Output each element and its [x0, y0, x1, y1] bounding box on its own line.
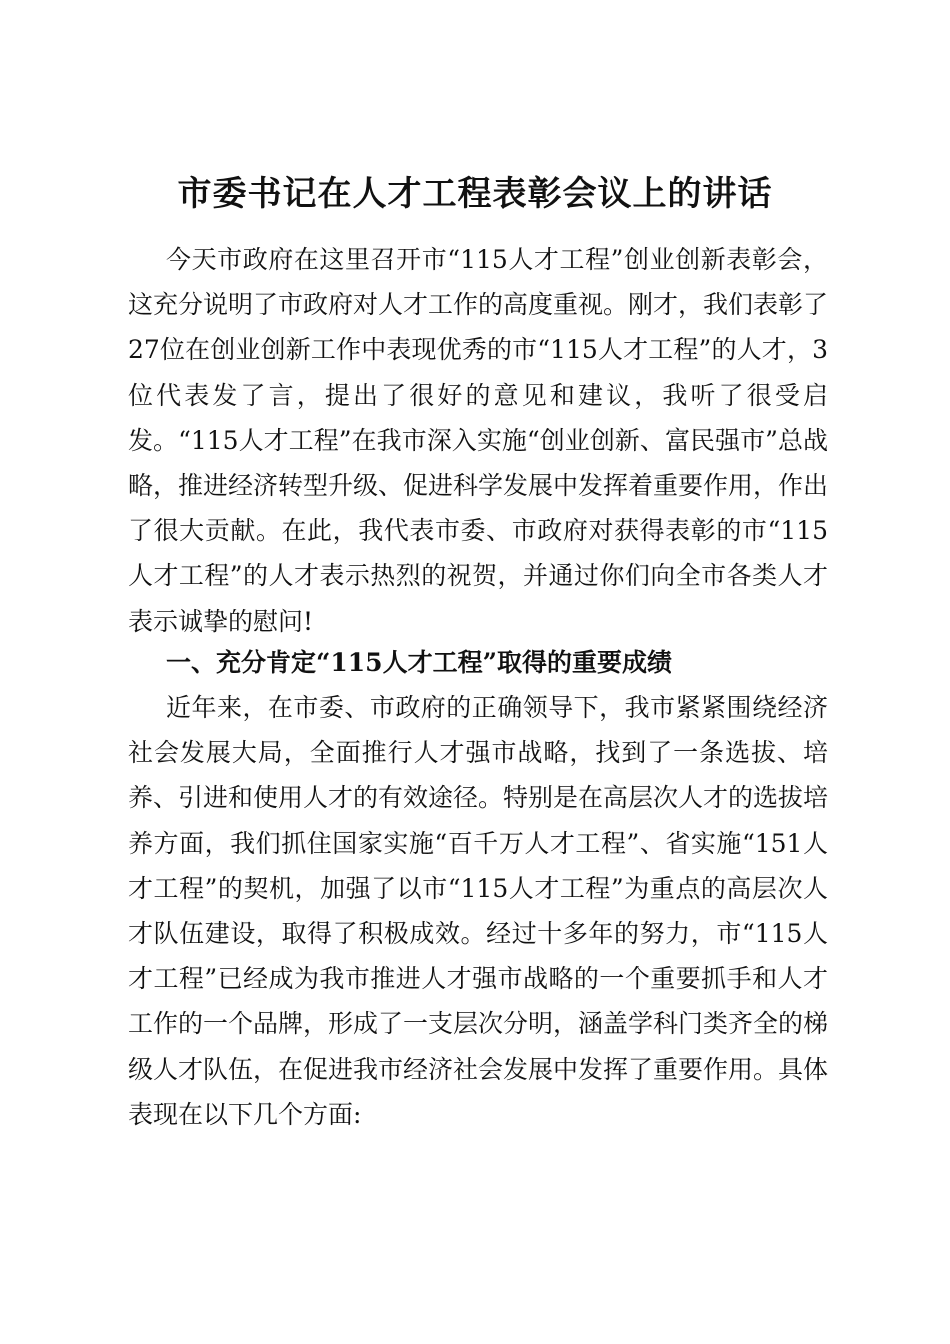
paragraph-achievements: 近年来，在市委、市政府的正确领导下，我市紧紧围绕经济社会发展大局，全面推行人才强市战略，找到了一条选拔、培养、引进和使用人才的有效途径。特别是在高层次人才的选拔培养方面，我们抓住国家实施“百千万人才工程”、省实施“151人才工程”的契机，加强了以市“115人才工程”为重点的高层次人才队伍建设，取得了积极成效。经过十多年的努力，市“115人才工程”已经成为我市推进人才强市战略的一个重要抓手和人才工作的一个品牌，形成了一支层次分明，涵盖学科门类齐全的梯级人才队伍，在促进我市经济社会发展中发挥了重要作用。具体表现在以下几个方面: [128, 693, 829, 1129]
document-title: 市委书记在人才工程表彰会议上的讲话 [177, 174, 773, 214]
paragraph-opening: 今天市政府在这里召开市“115人才工程”创业创新表彰会，这充分说明了市政府对人才工作的高度重视。刚才，我们表彰了27位在创业创新工作中表现优秀的市“115人才工程”的人才，3位代表发了言，提出了很好的意见和建议，我听了很受启发。“115人才工程”在我市深入实施“创业创新、富民强市”总战略，推进经济转型升级、促进科学发展中发挥着重要作用，作出了很大贡献。在此，我代表市委、市政府对获得表彰的市“115人才工程”的人才表示热烈的祝贺，并通过你们向全市各类人才表示诚挚的慰问! [128, 245, 829, 636]
section-heading-1: 一、充分肯定“115人才工程”取得的重要成绩 [166, 648, 672, 677]
